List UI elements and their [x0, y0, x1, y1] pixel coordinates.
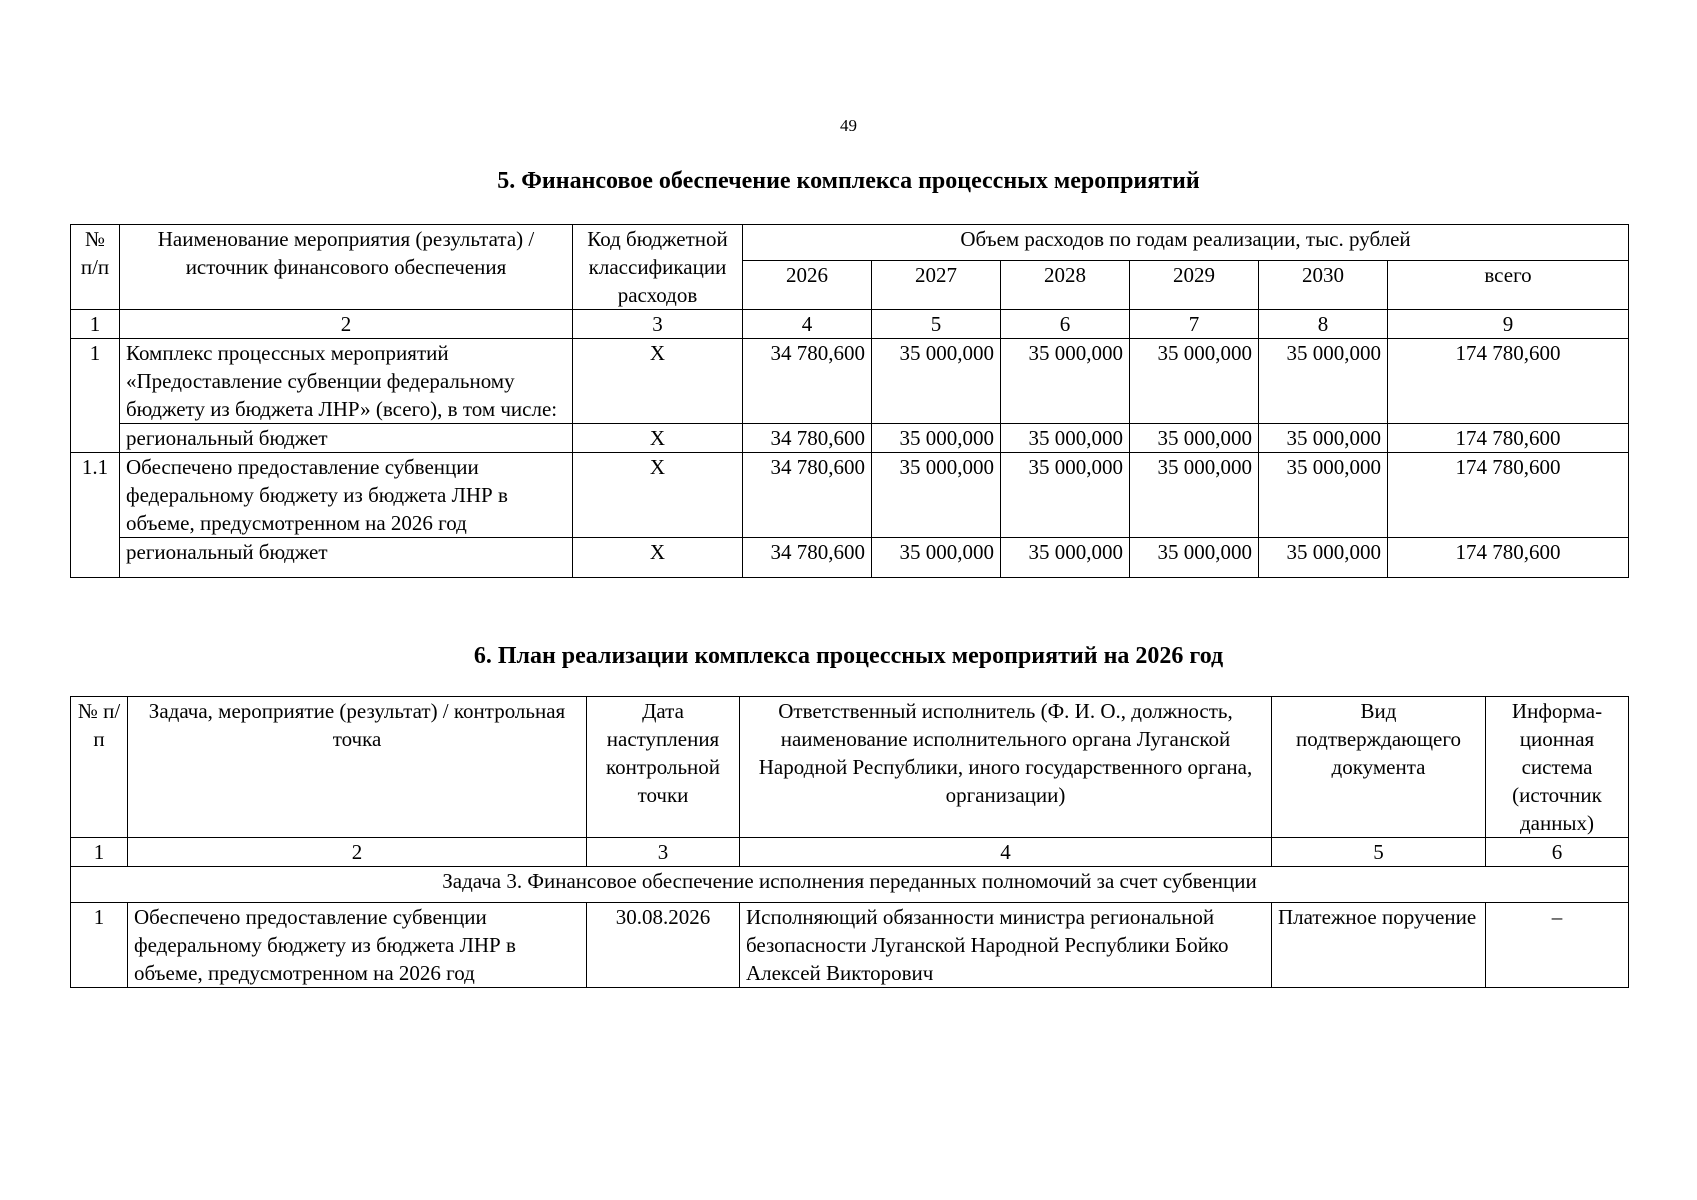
header-code: Код бюджетной классификации расходов	[573, 225, 743, 310]
column-number: 1	[71, 838, 128, 867]
header-info-system: Информа-ционная система (источник данных)	[1486, 697, 1629, 838]
row-value: 35 000,000	[1130, 453, 1259, 538]
row-value: 35 000,000	[1001, 538, 1130, 578]
row-value: 35 000,000	[872, 453, 1001, 538]
header-year: 2027	[872, 261, 1001, 310]
row-code: X	[573, 453, 743, 538]
row-value: 34 780,600	[743, 453, 872, 538]
header-year: 2029	[1130, 261, 1259, 310]
column-number: 6	[1001, 310, 1130, 339]
task-row	[71, 867, 1629, 903]
column-number: 9	[1388, 310, 1629, 339]
row-value: 35 000,000	[872, 339, 1001, 424]
column-number: 5	[872, 310, 1001, 339]
table-row	[71, 903, 1629, 988]
column-number: 1	[71, 310, 120, 339]
row-code: X	[573, 538, 743, 578]
header-volume: Объем расходов по годам реализации, тыс. рублей	[743, 225, 1629, 261]
row-value: 35 000,000	[1001, 339, 1130, 424]
column-number: 4	[743, 310, 872, 339]
column-number: 2	[120, 310, 573, 339]
header-year: 2030	[1259, 261, 1388, 310]
row-date: 30.08.2026	[587, 903, 740, 988]
table-row	[71, 339, 1629, 424]
row-value: 34 780,600	[743, 339, 872, 424]
row-value: 35 000,000	[1259, 424, 1388, 453]
page-number: 49	[840, 116, 857, 135]
row-value: 35 000,000	[872, 538, 1001, 578]
row-info-system: –	[1486, 903, 1629, 988]
column-number: 4	[740, 838, 1272, 867]
row-value: 35 000,000	[1001, 453, 1130, 538]
header-date: Дата наступления контрольной точки	[587, 697, 740, 838]
row-value: 35 000,000	[1259, 538, 1388, 578]
row-value: 34 780,600	[743, 424, 872, 453]
row-num: 1	[71, 339, 120, 453]
row-num: 1	[71, 903, 128, 988]
column-number: 8	[1259, 310, 1388, 339]
row-document: Платежное поручение	[1272, 903, 1486, 988]
row-value: 35 000,000	[1130, 424, 1259, 453]
implementation-plan-table	[70, 696, 1629, 988]
table-row	[71, 453, 1629, 538]
column-number-row	[71, 838, 1629, 867]
row-total: 174 780,600	[1388, 538, 1629, 578]
row-code: X	[573, 424, 743, 453]
row-task: Обеспечено предоставление субвенции федеральному бюджету из бюджета ЛНР в объеме, предусмотренном на 2026 год	[128, 903, 587, 988]
task-title: Задача 3. Финансовое обеспечение исполнения переданных полномочий за счет субвенции	[71, 867, 1629, 903]
row-num: 1.1	[71, 453, 120, 578]
header-num: № п/п	[71, 225, 120, 310]
row-value: 35 000,000	[1259, 453, 1388, 538]
column-number: 3	[573, 310, 743, 339]
row-responsible: Исполняющий обязанности министра региональной безопасности Луганской Народной Республики Бойко Алексей Викторович	[740, 903, 1272, 988]
table-row	[71, 424, 1629, 453]
row-total: 174 780,600	[1388, 339, 1629, 424]
row-name: региональный бюджет	[120, 538, 573, 578]
row-value: 35 000,000	[1259, 339, 1388, 424]
row-value: 35 000,000	[1001, 424, 1130, 453]
header-task: Задача, мероприятие (результат) / контрольная точка	[128, 697, 587, 838]
financing-table	[70, 224, 1629, 578]
row-name: Комплекс процессных мероприятий «Предоставление субвенции федеральному бюджету из бюджета ЛНР» (всего), в том числе:	[120, 339, 573, 424]
header-year: 2026	[743, 261, 872, 310]
row-total: 174 780,600	[1388, 453, 1629, 538]
table-row	[71, 538, 1629, 578]
header-year: 2028	[1001, 261, 1130, 310]
column-number: 3	[587, 838, 740, 867]
header-responsible: Ответственный исполнитель (Ф. И. О., должность, наименование исполнительного органа Луганской Народной Республики, иного государственного органа, организации)	[740, 697, 1272, 838]
header-total: всего	[1388, 261, 1629, 310]
row-value: 35 000,000	[872, 424, 1001, 453]
row-value: 34 780,600	[743, 538, 872, 578]
section-6-title: 6. План реализации комплекса процессных мероприятий на 2026 год	[473, 643, 1224, 669]
column-number: 2	[128, 838, 587, 867]
row-code: X	[573, 339, 743, 424]
column-number: 6	[1486, 838, 1629, 867]
row-value: 35 000,000	[1130, 339, 1259, 424]
row-name: региональный бюджет	[120, 424, 573, 453]
header-name: Наименование мероприятия (результата) / источник финансового обеспечения	[120, 225, 573, 310]
row-name: Обеспечено предоставление субвенции федеральному бюджету из бюджета ЛНР в объеме, предусмотренном на 2026 год	[120, 453, 573, 538]
column-number: 5	[1272, 838, 1486, 867]
column-number-row	[71, 310, 1629, 339]
header-document: Вид подтверждающего документа	[1272, 697, 1486, 838]
section-5-title: 5. Финансовое обеспечение комплекса процессных мероприятий	[497, 168, 1200, 194]
row-total: 174 780,600	[1388, 424, 1629, 453]
header-num: № п/п	[71, 697, 128, 838]
row-value: 35 000,000	[1130, 538, 1259, 578]
column-number: 7	[1130, 310, 1259, 339]
